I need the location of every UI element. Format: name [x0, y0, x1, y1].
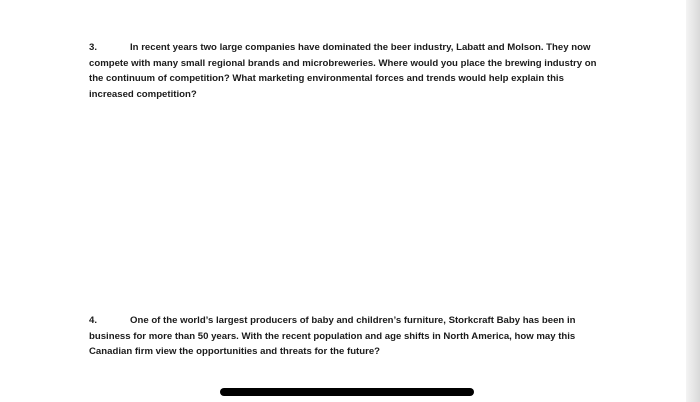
- question-4: [89, 313, 599, 360]
- home-indicator-bar[interactable]: [220, 388, 474, 396]
- question-text: One of the world’s largest producers of baby and children’s furniture, Storkcraft Baby has been in business for more than 50 years. With the recent population and age shifts in North America, how may this Canadian firm view the opportunities and threats for the future?: [89, 315, 576, 357]
- question-3: [89, 40, 599, 102]
- question-number: 3.: [89, 42, 98, 53]
- page-edge-shadow: [686, 0, 700, 402]
- question-number: 4.: [89, 315, 98, 326]
- question-text: In recent years two large companies have dominated the beer industry, Labatt and Molson. They now compete with many small regional brands and microbreweries. Where would you place the brewing industry on the continuum of competition? What marketing environmental forces and trends would help explain this increased competition?: [89, 42, 597, 100]
